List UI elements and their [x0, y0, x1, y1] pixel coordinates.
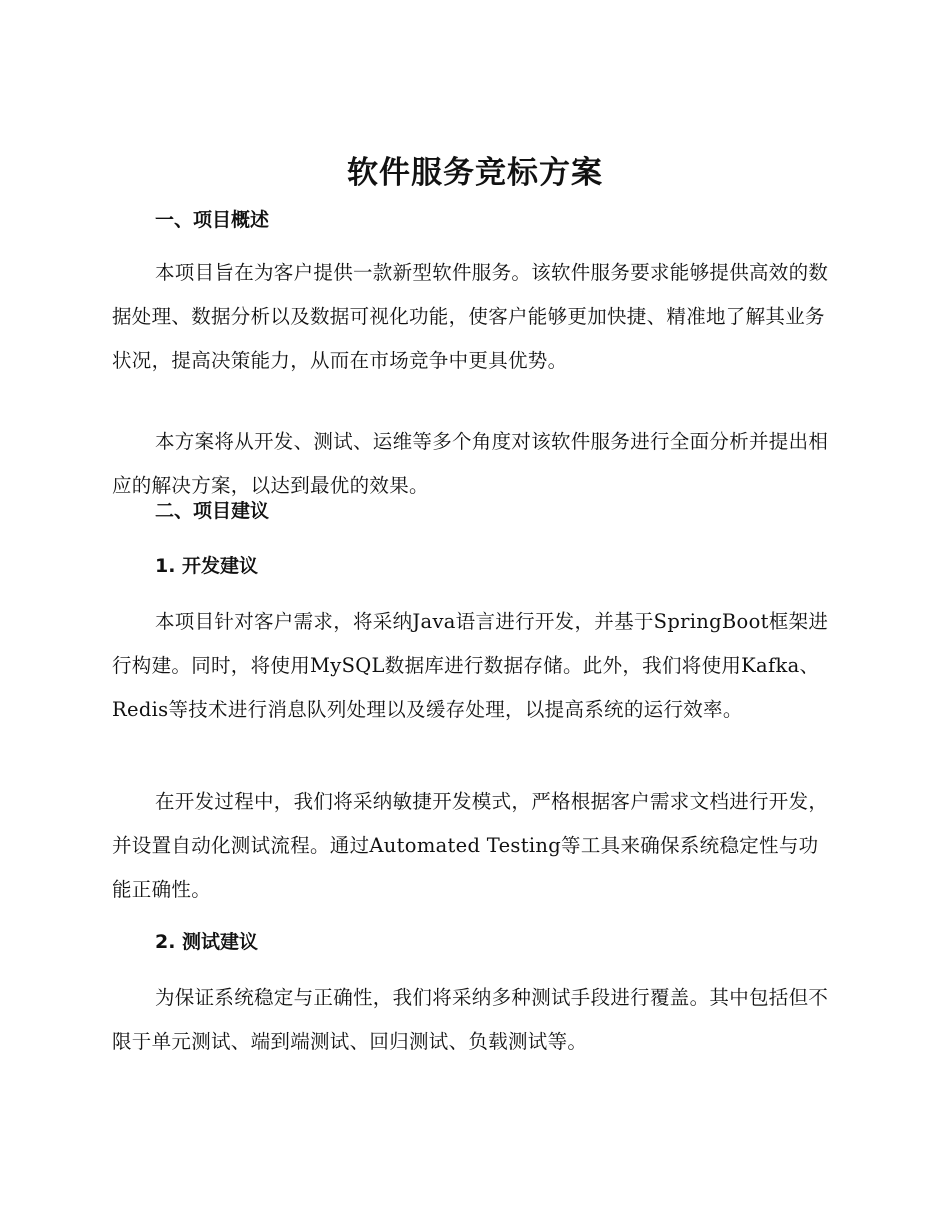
paragraph-testing-1: 为保证系统稳定与正确性，我们将采纳多种测试手段进行覆盖。其中包括但不限于单元测试、端到端测试、回归测试、负载测试等。: [112, 986, 829, 1053]
paragraph-development-2: 在开发过程中，我们将采纳敏捷开发模式，严格根据客户需求文档进行开发，并设置自动化测试流程。通过Automated Testing等工具来确保系统稳定性与功能正确性。: [112, 790, 829, 901]
paragraph-development-1: 本项目针对客户需求，将采纳Java语言进行开发，并基于SpringBoot框架进行构建。同时，将使用MySQL数据库进行数据存储。此外，我们将使用Kafka、Redis等技术进行消息队列处理以及缓存处理，以提高系统的运行效率。: [112, 610, 829, 721]
subsection-heading-development: 1. 开发建议: [155, 555, 259, 577]
section-heading-suggestions: 二、项目建议: [155, 500, 270, 522]
paragraph-overview-2: 本方案将从开发、测试、运维等多个角度对该软件服务进行全面分析并提出相应的解决方案，以达到最优的效果。: [112, 430, 829, 497]
paragraph-overview-1: 本项目旨在为客户提供一款新型软件服务。该软件服务要求能够提供高效的数据处理、数据分析以及数据可视化功能，使客户能够更加快捷、精准地了解其业务状况，提高决策能力，从而在市场竞争中更具优势。: [112, 261, 829, 372]
section-heading-overview: 一、项目概述: [155, 209, 270, 231]
document-title: 软件服务竞标方案: [347, 155, 603, 191]
subsection-heading-testing: 2. 测试建议: [155, 931, 259, 953]
